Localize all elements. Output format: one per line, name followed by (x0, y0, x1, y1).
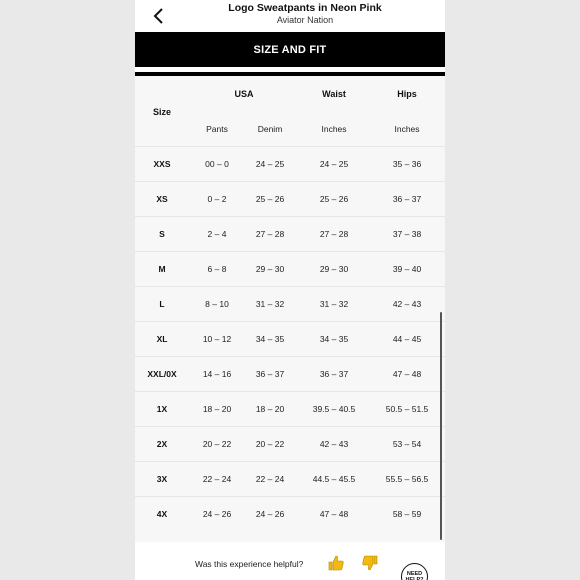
hips-inches-subheader: Inches (394, 124, 420, 134)
waist-inches-subheader: Inches (321, 124, 347, 134)
hips-cell: 47 – 48 (392, 369, 422, 379)
size-chart-table (135, 76, 445, 542)
hips-cell: 58 – 59 (392, 509, 422, 519)
table-row (135, 251, 445, 286)
table-row (135, 356, 445, 391)
denim-cell: 18 – 20 (255, 404, 285, 414)
denim-cell: 25 – 26 (255, 194, 285, 204)
table-row (135, 426, 445, 461)
table-row (135, 181, 445, 216)
need-help-line2: HELP? (405, 577, 424, 580)
size-cell: 4X (156, 509, 168, 519)
scrollbar[interactable] (440, 312, 442, 540)
pants-cell: 22 – 24 (202, 474, 232, 484)
waist-cell: 29 – 30 (319, 264, 349, 274)
size-cell: M (158, 264, 166, 274)
back-button[interactable] (149, 6, 167, 26)
need-help-button[interactable] (401, 563, 428, 580)
denim-cell: 27 – 28 (255, 229, 285, 239)
thumbs-up-button[interactable] (327, 554, 345, 572)
size-cell: L (159, 299, 165, 309)
feedback-bar (135, 542, 445, 580)
pants-cell: 2 – 4 (207, 229, 227, 239)
waist-cell: 36 – 37 (319, 369, 349, 379)
denim-cell: 24 – 25 (255, 159, 285, 169)
waist-cell: 44.5 – 45.5 (312, 474, 356, 484)
need-help-line1: NEED (406, 571, 423, 577)
hips-cell: 44 – 45 (392, 334, 422, 344)
thumbs-down-button[interactable] (361, 554, 379, 572)
denim-cell: 36 – 37 (255, 369, 285, 379)
product-title: Logo Sweatpants in Neon Pink (228, 2, 382, 14)
table-row (135, 286, 445, 321)
hips-cell: 55.5 – 56.5 (385, 474, 429, 484)
pants-cell: 10 – 12 (202, 334, 232, 344)
denim-subheader: Denim (257, 124, 283, 134)
table-row (135, 461, 445, 496)
size-cell: XS (156, 194, 168, 204)
hips-cell: 50.5 – 51.5 (385, 404, 429, 414)
chevron-left-icon (152, 7, 164, 25)
pants-cell: 6 – 8 (207, 264, 227, 274)
denim-cell: 20 – 22 (255, 439, 285, 449)
size-cell: 3X (156, 474, 168, 484)
hips-cell: 35 – 36 (392, 159, 422, 169)
pants-cell: 24 – 26 (202, 509, 232, 519)
table-row (135, 216, 445, 251)
brand-name: Aviator Nation (276, 15, 334, 25)
size-cell: 2X (156, 439, 168, 449)
waist-cell: 39.5 – 40.5 (312, 404, 356, 414)
hips-group-header: Hips (397, 89, 417, 99)
denim-cell: 29 – 30 (255, 264, 285, 274)
table-row (135, 391, 445, 426)
feedback-question: Was this experience helpful? (195, 559, 304, 569)
size-and-fit-banner: SIZE AND FIT (135, 32, 445, 67)
pants-cell: 20 – 22 (202, 439, 232, 449)
pants-cell: 18 – 20 (202, 404, 232, 414)
denim-cell: 34 – 35 (255, 334, 285, 344)
size-cell: XL (156, 334, 168, 344)
usa-group-header: USA (234, 89, 254, 99)
denim-cell: 31 – 32 (255, 299, 285, 309)
size-cell: XXS (153, 159, 171, 169)
hips-cell: 36 – 37 (392, 194, 422, 204)
thumbs-up-icon (327, 554, 345, 572)
waist-cell: 34 – 35 (319, 334, 349, 344)
waist-cell: 47 – 48 (319, 509, 349, 519)
pants-subheader: Pants (206, 124, 228, 134)
waist-cell: 27 – 28 (319, 229, 349, 239)
thumbs-down-icon (361, 554, 379, 572)
hips-cell: 53 – 54 (392, 439, 422, 449)
table-row (135, 146, 445, 181)
denim-cell: 24 – 26 (255, 509, 285, 519)
table-row (135, 496, 445, 531)
waist-cell: 25 – 26 (319, 194, 349, 204)
header (135, 0, 445, 32)
pants-cell: 0 – 2 (207, 194, 227, 204)
waist-cell: 42 – 43 (319, 439, 349, 449)
denim-cell: 22 – 24 (255, 474, 285, 484)
waist-group-header: Waist (322, 89, 346, 99)
pants-cell: 8 – 10 (205, 299, 229, 309)
hips-cell: 37 – 38 (392, 229, 422, 239)
table-row (135, 321, 445, 356)
size-cell: XXL/0X (147, 369, 177, 379)
size-cell: S (159, 229, 165, 239)
size-column-header: Size (152, 107, 172, 117)
phone-screen (135, 0, 445, 580)
size-cell: 1X (156, 404, 168, 414)
hips-cell: 42 – 43 (392, 299, 422, 309)
pants-cell: 00 – 0 (205, 159, 229, 169)
waist-cell: 24 – 25 (319, 159, 349, 169)
hips-cell: 39 – 40 (392, 264, 422, 274)
waist-cell: 31 – 32 (319, 299, 349, 309)
pants-cell: 14 – 16 (202, 369, 232, 379)
